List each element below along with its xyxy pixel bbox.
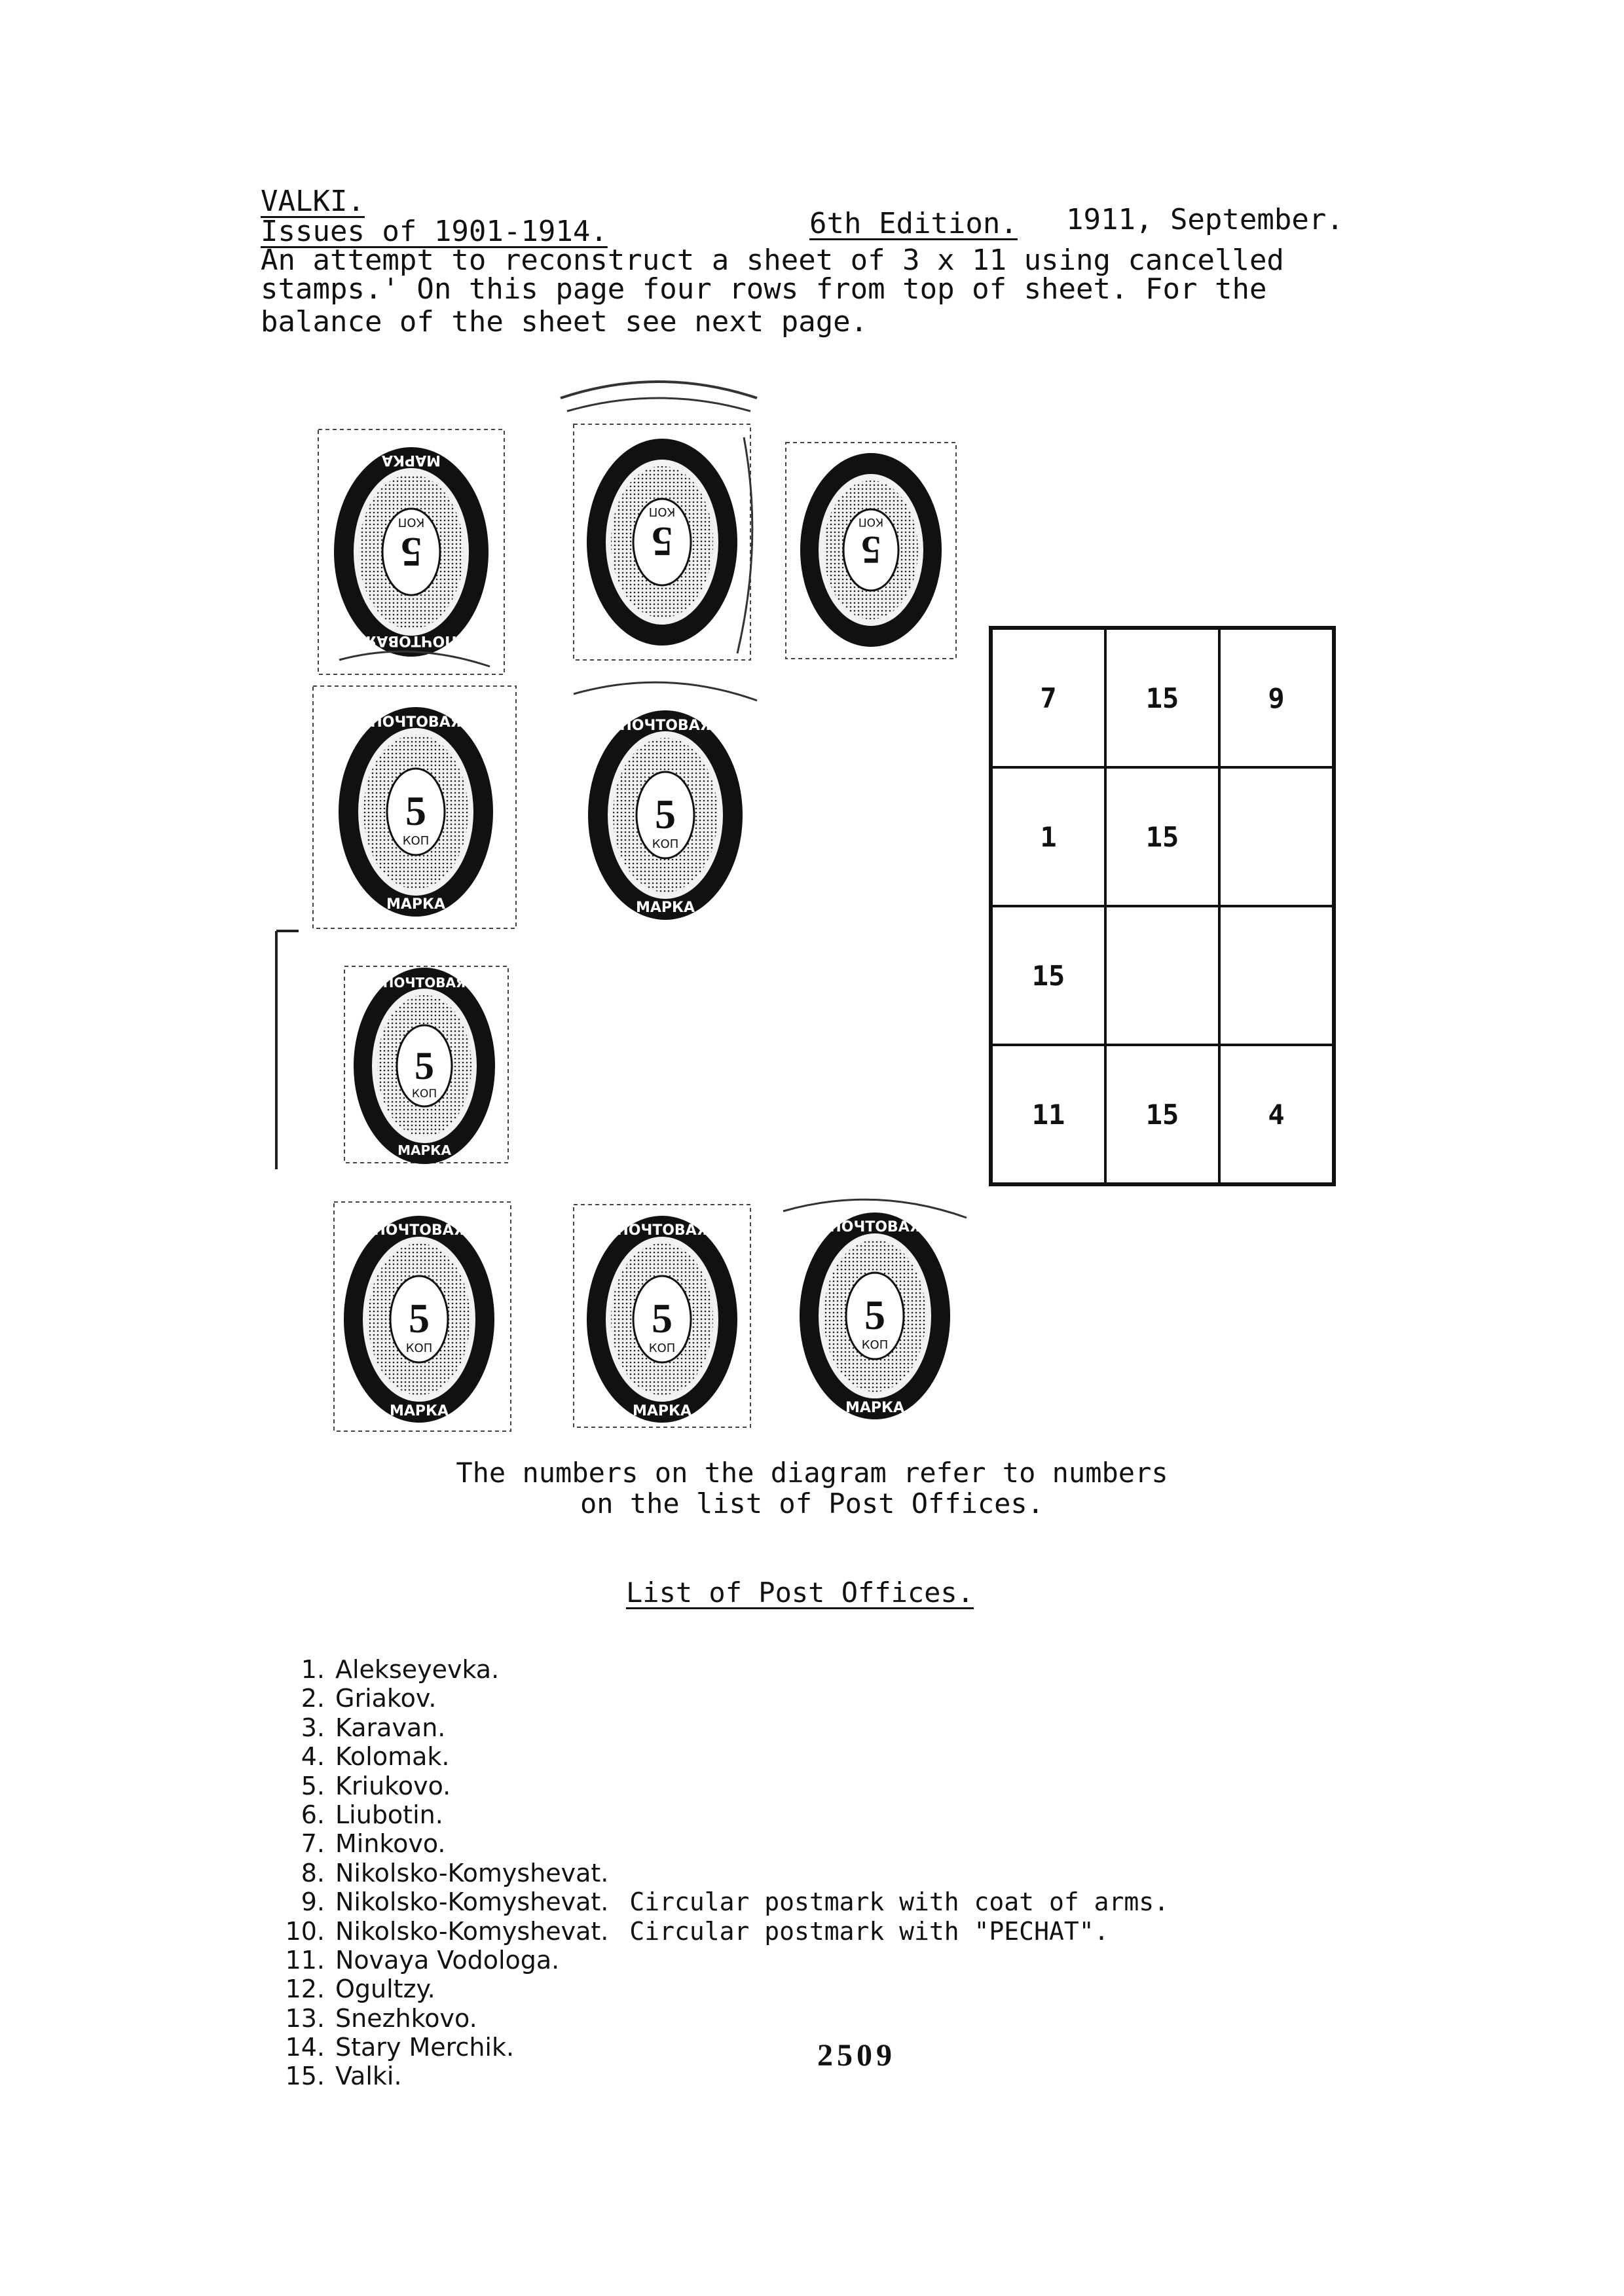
stamp-value: 5 [652,1295,673,1341]
list-item: 10. Nikolsko-Komyshevat. Circular postmark with "PECHAT". [285,1916,1109,1946]
list-item: 7. Minkovo. [301,1829,446,1859]
list-item: 3. Karavan. [301,1713,446,1742]
stamp-r2-c2 [561,681,770,943]
stamp-value: 5 [655,791,676,837]
sheet-diagram [989,626,1336,1186]
place-title: VALKI. [261,185,365,218]
list-item: 14. Stary Merchik. [285,2033,515,2062]
diagram-cell: 11 [991,1045,1105,1184]
list-item: 4. Kolomak. [301,1742,450,1772]
stamp-unit: КОП [648,505,676,519]
list-item: 8. Nikolsko-Komyshevat. [301,1858,609,1887]
diagram-cell [1105,906,1219,1045]
stamp-value: 5 [415,1044,434,1087]
stamp-unit: КОП [858,515,884,528]
diagram-cell [1219,767,1333,906]
stamp-value: 5 [405,788,426,834]
stamp-upper-band: ПОЧТОВАЯ [382,975,466,991]
stamp-lower-band: МАРКА [632,1403,692,1419]
stamp-upper-band: ПОЧТОВАЯ [619,718,711,734]
stamp-r3-c1 [272,927,534,1176]
stamp-upper-band: ПОЧТОВАЯ [365,632,457,649]
stamp-unit: КОП [652,837,679,851]
post-offices-list [246,1655,1169,2091]
diagram-cell: 4 [1219,1045,1333,1184]
stamp-r1-c1 [313,424,509,680]
edition-label: 6th Edition. [809,207,1018,240]
stamp-r4-c2 [554,1192,764,1440]
stamp-unit: КОП [411,1087,437,1101]
stamp-r4-c3 [777,1185,973,1440]
stamp-unit: КОП [402,834,430,848]
diagram-cell: 9 [1219,629,1333,767]
intro-line-1: An attempt to reconstruct a sheet of 3 x 11 using cancelled [261,244,1284,277]
stamp-lower-band: МАРКА [381,452,441,468]
stamp-upper-band: ПОЧТОВАЯ [616,1222,708,1239]
list-item: 5. Kriukovo. [301,1771,451,1800]
edition-date: 1911, September. [1066,203,1344,236]
stamp-value: 5 [409,1295,430,1341]
post-offices-title: List of Post Offices. [626,1576,974,1609]
note-line-1: The numbers on the diagram refer to numbers [456,1457,1168,1489]
stamp-value: 5 [401,529,422,575]
stamp-r4-c1 [301,1192,524,1440]
stamp-unit: КОП [648,1341,676,1355]
diagram-cell: 7 [991,629,1105,767]
list-item: 11. Novaya Vodologa. [285,1945,560,1975]
list-item: 1. Alekseyevka. [301,1655,500,1684]
stamp-r1-c3 [779,432,976,668]
stamp-r2-c1 [308,681,530,936]
stamp-r1-c2 [554,372,764,673]
intro-line-3: balance of the sheet see next page. [261,305,868,338]
list-item: 15. Valki. [285,2062,402,2091]
stamp-unit: КОП [861,1338,889,1352]
stamp-unit: КОП [397,515,425,529]
stamp-value: 5 [652,519,673,565]
diagram-cell: 15 [1105,767,1219,906]
list-item: 2. Griakov. [301,1684,437,1713]
diagram-cell [1219,906,1333,1045]
list-item: 6. Liubotin. [301,1800,443,1829]
diagram-cell: 15 [991,906,1105,1045]
stamp-unit: КОП [405,1341,433,1355]
stamp-lower-band: МАРКА [386,896,446,913]
stamp-lower-band: МАРКА [397,1142,451,1158]
stamp-upper-band: ПОЧТОВАЯ [370,714,462,731]
stamp-upper-band: ПОЧТОВАЯ [829,1219,921,1235]
stamp-lower-band: МАРКА [845,1400,905,1416]
diagram-note [367,1457,1257,1519]
diagram-cell: 1 [991,767,1105,906]
stamp-lower-band: МАРКА [635,900,695,916]
page-number: 2509 [817,2038,896,2073]
list-item: 9. Nikolsko-Komyshevat. Circular postmark with coat of arms. [301,1887,1169,1917]
diagram-cell: 15 [1105,1045,1219,1184]
list-item: 13. Snezhkovo. [285,2003,477,2033]
stamp-lower-band: МАРКА [389,1403,449,1419]
stamp-value: 5 [864,1292,885,1338]
list-item: 12. Ogultzy. [285,1975,435,2004]
stamp-value: 5 [861,528,881,572]
note-line-2: on the list of Post Offices. [580,1487,1044,1520]
intro-line-2: stamps.' On this page four rows from top of sheet. For the [261,272,1267,306]
issues-heading: Issues of 1901-1914. [261,215,608,248]
stamp-upper-band: ПОЧТОВАЯ [373,1222,465,1239]
diagram-cell: 15 [1105,629,1219,767]
